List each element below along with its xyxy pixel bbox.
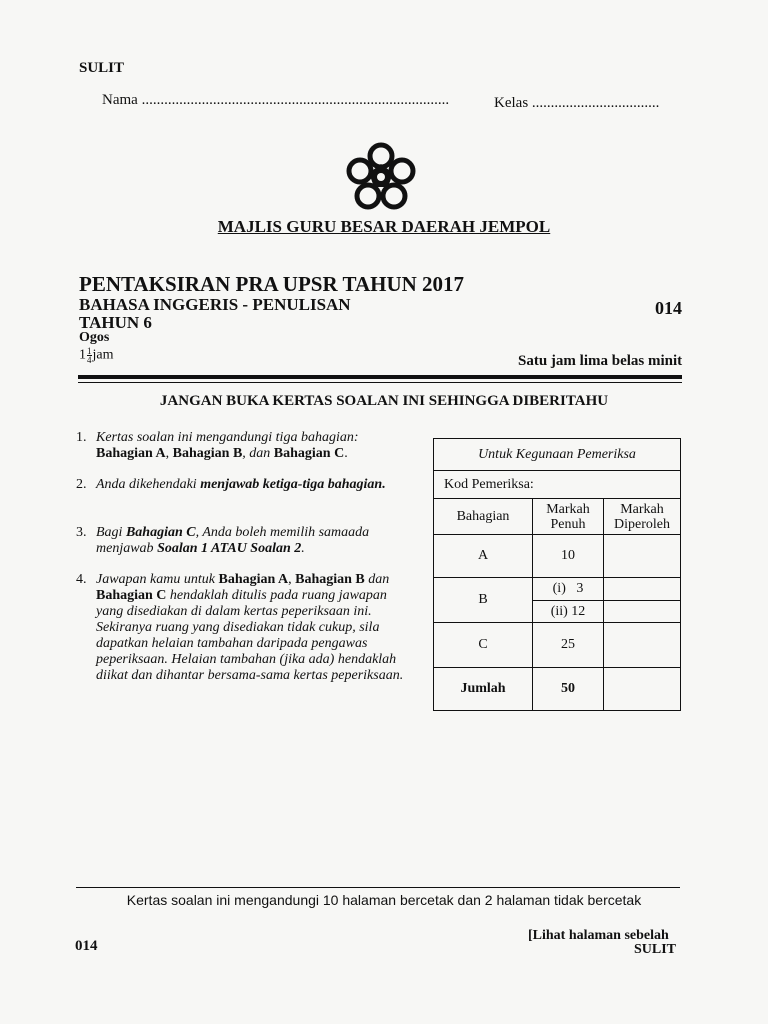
council-flower-emblem-icon	[343, 140, 419, 216]
council-name: MAJLIS GURU BESAR DAERAH JEMPOL	[217, 217, 551, 236]
section-a-label: Bahagian A	[218, 572, 289, 587]
instruction-number: 1.	[76, 430, 87, 445]
duration-numerator: 1	[87, 346, 92, 356]
exam-subject: BAHASA INGGERIS - PENULISAN	[79, 295, 351, 314]
instruction-text: Kertas soalan ini mengandungi tiga bahagian:	[96, 430, 359, 445]
section-b-1-obtained-marks[interactable]	[604, 578, 681, 601]
instruction-separator: ,	[165, 446, 173, 461]
page-count-note: Kertas soalan ini mengandungi 10 halaman bercetak dan 2 halaman tidak bercetak	[126, 892, 642, 908]
table-title: Untuk Kegunaan Pemeriksa	[434, 439, 681, 471]
see-next-page: [Lihat halaman sebelah	[528, 928, 669, 943]
header-obtained-marks: Markah Diperoleh	[604, 499, 681, 535]
section-b-label: Bahagian B	[295, 572, 365, 587]
instruction-text: , Anda boleh memilih samaada menjawab	[96, 525, 370, 556]
do-not-open-warning: JANGAN BUKA KERTAS SOALAN INI SEHINGGA DIBERITAHU	[159, 393, 609, 409]
section-c-obtained-marks[interactable]	[604, 623, 681, 668]
section-b-2-full-marks: (ii) 12	[533, 601, 604, 623]
exam-year-level: TAHUN 6	[79, 313, 152, 332]
instruction-number: 3.	[76, 525, 87, 540]
footer-divider	[76, 887, 680, 888]
section-b-cell: B	[434, 578, 533, 623]
instruction-emphasis: menjawab ketiga-tiga bahagian.	[200, 477, 386, 492]
paper-code: 014	[655, 298, 682, 318]
instruction-4	[76, 572, 411, 684]
duration-whole: 1	[79, 347, 86, 363]
header-divider-thick	[78, 375, 682, 379]
section-c-label: Bahagian C	[96, 588, 167, 603]
instruction-text: Anda dikehendaki	[96, 477, 201, 492]
section-c-label: Bahagian C	[125, 525, 196, 540]
instruction-1	[76, 430, 411, 462]
section-b-1-full-marks: (i) 3	[533, 578, 604, 601]
header-divider-thin	[78, 382, 682, 383]
paper-code-bottom: 014	[75, 938, 98, 954]
section-c-label: Bahagian C	[273, 446, 345, 461]
name-field-label: Nama ..................................................................................	[102, 92, 450, 108]
instruction-separator: ,	[288, 572, 296, 587]
section-c-full-marks: 25	[533, 623, 604, 668]
duration-unit: jam	[92, 347, 114, 363]
duration-denominator: 4	[87, 355, 92, 365]
header-full-marks: Markah Penuh	[533, 499, 604, 535]
instruction-text: hendaklah ditulis pada ruang jawapan yang disediakan di dalam kertas peperiksaan ini. Sekiranya ruang yang disediakan tidak cukup, sila dapatkan helaian tambahan daripada pengawas peperiksaan. Helaian tambahan (jika ada) hendaklah diikat dan dihantar bersama-sama kertas peperiksaan.	[96, 588, 404, 683]
instruction-number: 4.	[76, 572, 87, 587]
examiner-code-label: Kod Pemeriksa:	[434, 471, 681, 499]
total-full-marks: 50	[533, 668, 604, 711]
instruction-3	[76, 525, 411, 557]
section-a-full-marks: 10	[533, 535, 604, 578]
header-section: Bahagian	[434, 499, 533, 535]
instruction-end: .	[301, 541, 305, 556]
total-obtained-marks[interactable]	[604, 668, 681, 711]
section-a-label: Bahagian A	[96, 446, 166, 461]
duration-in-words: Satu jam lima belas minit	[518, 353, 683, 369]
sulit-label-bottom: SULIT	[634, 942, 677, 957]
total-label: Jumlah	[434, 668, 533, 711]
exam-title: PENTAKSIRAN PRA UPSR TAHUN 2017	[79, 272, 465, 296]
class-field-label: Kelas ..................................	[494, 95, 660, 111]
section-b-2-obtained-marks[interactable]	[604, 601, 681, 623]
section-a-obtained-marks[interactable]	[604, 535, 681, 578]
exam-month: Ogos	[79, 330, 110, 345]
duration-fraction	[79, 347, 114, 364]
question-choice: Soalan 1 ATAU Soalan 2	[157, 541, 302, 556]
instruction-separator: , dan	[242, 446, 274, 461]
duration-fraction-part	[87, 347, 92, 364]
instruction-text: Bagi	[96, 525, 126, 540]
instruction-separator: dan	[364, 572, 390, 587]
instruction-2	[76, 477, 411, 493]
section-c-cell: C	[434, 623, 533, 668]
instruction-end: .	[344, 446, 348, 461]
section-a-cell: A	[434, 535, 533, 578]
examiner-marks-table	[433, 438, 681, 711]
sulit-label-top: SULIT	[79, 60, 125, 76]
instruction-number: 2.	[76, 477, 87, 492]
instruction-text: Jawapan kamu untuk	[96, 572, 219, 587]
section-b-label: Bahagian B	[172, 446, 243, 461]
